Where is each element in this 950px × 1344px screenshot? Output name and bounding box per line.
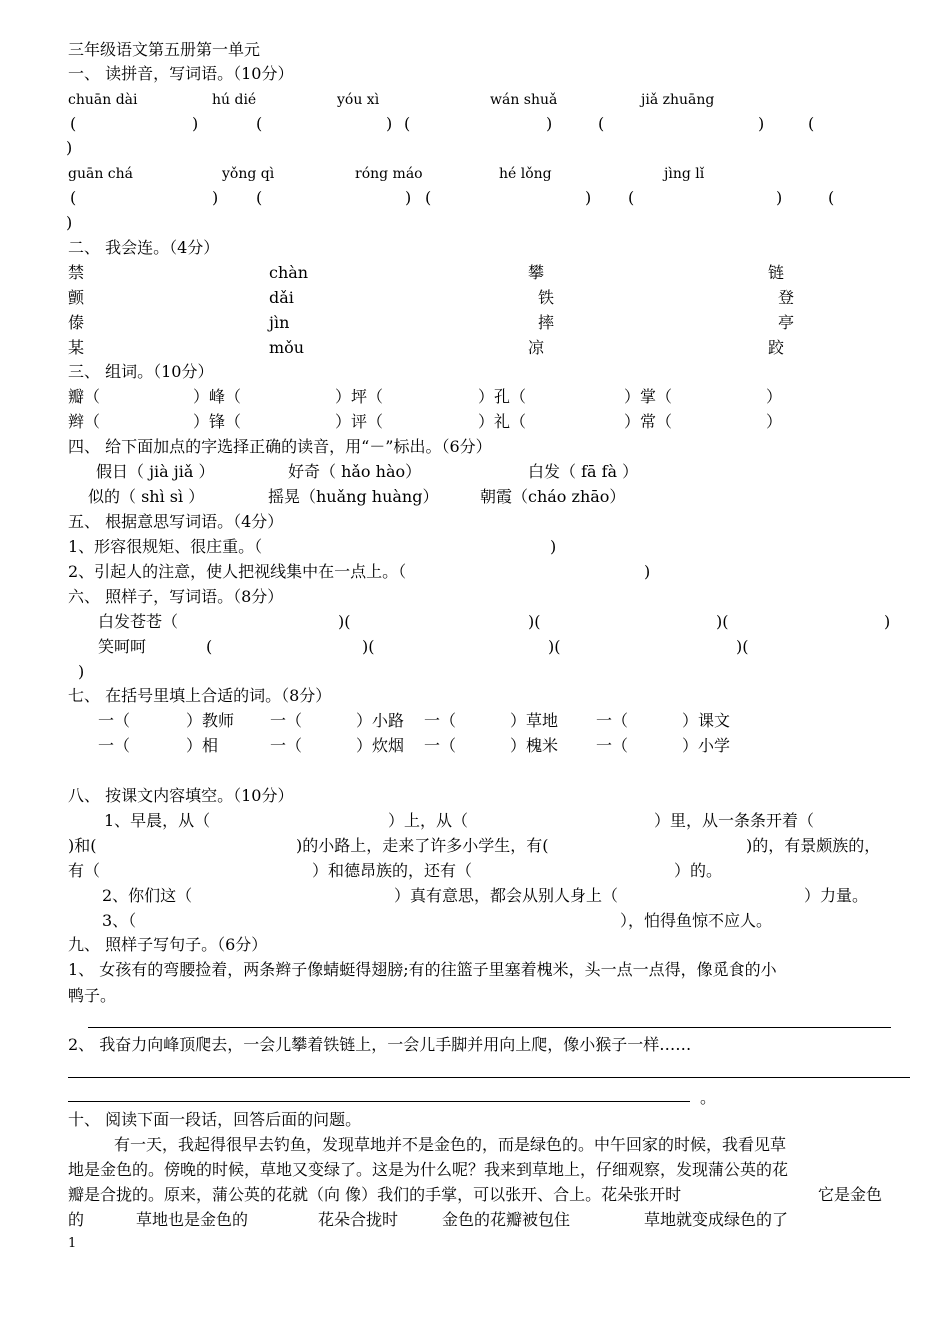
q1-pinyin: chuān dài: [68, 92, 138, 108]
q8-heading: 八、 按课文内容填空。（10分）: [68, 786, 294, 805]
match-char: 链: [768, 263, 785, 282]
q6-example-2: 笑呵呵: [98, 637, 147, 656]
answer-blank-sep: )(: [716, 612, 729, 631]
q8-text: 3、（: [102, 911, 137, 930]
answer-blank-close: ): [78, 662, 85, 681]
match-char: 亭: [778, 313, 795, 332]
match-char: 摔: [538, 313, 555, 332]
answer-blank-open: (: [425, 188, 432, 207]
q3-item: ）锋（: [193, 412, 242, 431]
answer-blank-close: ): [405, 188, 412, 207]
q1-pinyin: róng máo: [355, 166, 423, 182]
answer-blank-close: ): [550, 537, 557, 556]
q1-pinyin: wán shuǎ: [490, 92, 558, 108]
q3-heading: 三、 组词。（10分）: [68, 362, 214, 381]
q7-item: ）课文: [682, 711, 731, 730]
answer-line: [68, 1101, 690, 1102]
q7-item: ）教师: [186, 711, 235, 730]
q1-pinyin: guān chá: [68, 166, 133, 182]
q8-text: ）里，从一条条开着（: [654, 811, 815, 830]
passage-fragment: 草地就变成绿色的了: [644, 1210, 789, 1229]
answer-blank-open: (: [70, 188, 77, 207]
match-pinyin: jìn: [269, 313, 290, 332]
q3-item: ）: [766, 412, 783, 431]
q9-sentence-1: 1、 女孩有的弯腰捡着，两条辫子像蜻蜓得翅膀;有的往篮子里塞着槐米，头一点一点得，像觅食的小: [68, 960, 777, 979]
match-pinyin: chàn: [269, 263, 309, 282]
answer-blank-close: ): [546, 114, 553, 133]
page-number: 1: [68, 1236, 77, 1251]
q5-item-1: 1、形容很规矩、很庄重。（: [68, 537, 263, 556]
passage-line: 有一天，我起得很早去钓鱼，发现草地并不是金色的，而是绿色的。中午回家的时候，我看见草: [114, 1135, 787, 1154]
q1-pinyin: hú dié: [212, 92, 257, 108]
q4-item: 朝霞（cháo zhāo）: [480, 487, 626, 506]
q2-heading: 二、 我会连。（4分）: [68, 238, 220, 257]
q10-heading: 十、 阅读下面一段话，回答后面的问题。: [68, 1110, 362, 1129]
q8-text: 1、早晨，从（: [104, 811, 211, 830]
q4-heading: 四、 给下面加点的字选择正确的读音，用“－”标出。（6分）: [68, 437, 492, 456]
q1-pinyin: jiǎ zhuāng: [641, 92, 715, 108]
q3-item: ）礼（: [478, 412, 527, 431]
q9-sentence-1-cont: 鸭子。: [68, 986, 117, 1005]
passage-fragment: 草地也是金色的: [136, 1210, 249, 1229]
match-char: 某: [68, 338, 85, 357]
answer-blank-open: (: [256, 114, 263, 133]
q4-item: 假日（ jià jiǎ ）: [96, 462, 215, 481]
q7-item: ）小路: [356, 711, 405, 730]
answer-blank-open: (: [206, 637, 213, 656]
q7-item: ）槐米: [510, 736, 559, 755]
passage-fragment: 花朵合拢时: [318, 1210, 399, 1229]
q3-item: ）孔（: [478, 387, 527, 406]
q1-pinyin: yǒng qì: [222, 166, 275, 182]
q1-pinyin: hé lǒng: [499, 166, 552, 182]
q7-item: 一（: [424, 736, 457, 755]
q7-item: 一（: [98, 736, 131, 755]
answer-blank-close: ): [66, 138, 73, 157]
q8-text: ）和德昂族的，还有（: [312, 861, 473, 880]
q1-pinyin: yóu xì: [337, 92, 380, 108]
q8-text: ）的。: [674, 861, 723, 880]
answer-blank-sep: )(: [362, 637, 375, 656]
q8-text: )和(: [68, 836, 97, 855]
q3-item: 辫（: [68, 412, 101, 431]
q7-item: ）炊烟: [356, 736, 405, 755]
match-pinyin: mǒu: [269, 338, 305, 357]
answer-line: [88, 1027, 891, 1028]
answer-blank-close: ): [758, 114, 765, 133]
match-char: 跤: [768, 338, 785, 357]
answer-blank-close: ): [386, 114, 393, 133]
q8-text: )的，有景颇族的，: [746, 836, 881, 855]
q3-item: 瓣（: [68, 387, 101, 406]
q8-text: ）真有意思，都会从别人身上（: [394, 886, 619, 905]
q8-text: )的小路上，走来了许多小学生，有(: [296, 836, 549, 855]
answer-blank-close: ): [644, 562, 651, 581]
q7-item: ）相: [186, 736, 219, 755]
passage-line: 瓣是合拢的。原来，蒲公英的花就（向 像）我们的手掌，可以张开、合上。花朵张开时: [68, 1185, 682, 1204]
q3-item: ）: [766, 387, 783, 406]
q8-text: ）力量。: [804, 886, 869, 905]
match-char: 攀: [528, 263, 545, 282]
q1-heading: 一、 读拼音，写词语。（10分）: [68, 64, 294, 83]
answer-blank-close: ): [192, 114, 199, 133]
answer-blank-open: (: [256, 188, 263, 207]
q3-item: ）常（: [624, 412, 673, 431]
answer-blank-open: (: [808, 114, 815, 133]
q8-text: ）上，从（: [388, 811, 469, 830]
q9-sentence-2: 2、 我奋力向峰顶爬去，一会儿攀着铁链上，一会儿手脚并用向上爬，像小猴子一样……: [68, 1035, 692, 1054]
match-char: 傣: [68, 313, 85, 332]
q7-item: 一（: [270, 711, 303, 730]
q3-item: ）峰（: [193, 387, 242, 406]
q7-item: 一（: [596, 711, 629, 730]
q5-heading: 五、 根据意思写词语。（4分）: [68, 512, 284, 531]
passage-fragment: 金色的花瓣被包住: [442, 1210, 571, 1229]
answer-blank-close: ): [66, 213, 73, 232]
q8-text: 有（: [68, 861, 101, 880]
answer-blank-close: ): [212, 188, 219, 207]
passage-line: 它是金色: [818, 1185, 883, 1204]
answer-blank-open: (: [404, 114, 411, 133]
q7-item: ）小学: [682, 736, 731, 755]
q8-text: 2、你们这（: [102, 886, 193, 905]
q4-item: 摇晃（huǎng huàng）: [268, 487, 439, 506]
q3-item: ）坪（: [335, 387, 384, 406]
answer-blank-open: (: [828, 188, 835, 207]
answer-blank-open: (: [628, 188, 635, 207]
page-title: 三年级语文第五册第一单元: [68, 40, 261, 59]
match-char: 铁: [538, 288, 555, 307]
answer-blank-sep: )(: [528, 612, 541, 631]
q7-item: 一（: [424, 711, 457, 730]
q7-item: 一（: [270, 736, 303, 755]
q6-example-1: 白发苍苍（: [98, 612, 179, 631]
answer-blank-close: ): [585, 188, 592, 207]
q6-heading: 六、 照样子，写词语。（8分）: [68, 587, 284, 606]
q9-heading: 九、 照样子写句子。（6分）: [68, 935, 268, 954]
q7-item: 一（: [596, 736, 629, 755]
passage-fragment: 的: [68, 1210, 85, 1229]
answer-blank-close: ): [884, 612, 891, 631]
passage-line: 地是金色的。傍晚的时候，草地又变绿了。这是为什么呢？我来到草地上，仔细观察，发现蒲公英的花: [68, 1160, 789, 1179]
match-char: 登: [778, 288, 795, 307]
answer-line: [68, 1077, 910, 1078]
match-pinyin: dǎi: [269, 288, 294, 307]
q7-heading: 七、 在括号里填上合适的词。（8分）: [68, 686, 332, 705]
q3-item: ）评（: [335, 412, 384, 431]
match-char: 凉: [528, 338, 545, 357]
answer-blank-close: ): [776, 188, 783, 207]
q8-text: ），怕得鱼惊不应人。: [620, 911, 773, 930]
answer-blank-sep: )(: [736, 637, 749, 656]
q3-item: ）掌（: [624, 387, 673, 406]
match-char: 禁: [68, 263, 85, 282]
q4-item: 好奇（ hǎo hào）: [288, 462, 422, 481]
q5-item-2: 2、引起人的注意，使人把视线集中在一点上。（: [68, 562, 407, 581]
q4-item: 似的（ shì sì ）: [88, 487, 205, 506]
answer-blank-open: (: [70, 114, 77, 133]
q7-item: ）草地: [510, 711, 559, 730]
answer-blank-open: (: [598, 114, 605, 133]
match-char: 颤: [68, 288, 85, 307]
q4-item: 白发（ fā fà ）: [528, 462, 639, 481]
answer-blank-sep: )(: [548, 637, 561, 656]
sentence-end-mark: 。: [700, 1088, 717, 1107]
answer-blank-sep: )(: [338, 612, 351, 631]
q1-pinyin: jìng lǐ: [664, 166, 705, 182]
q7-item: 一（: [98, 711, 131, 730]
